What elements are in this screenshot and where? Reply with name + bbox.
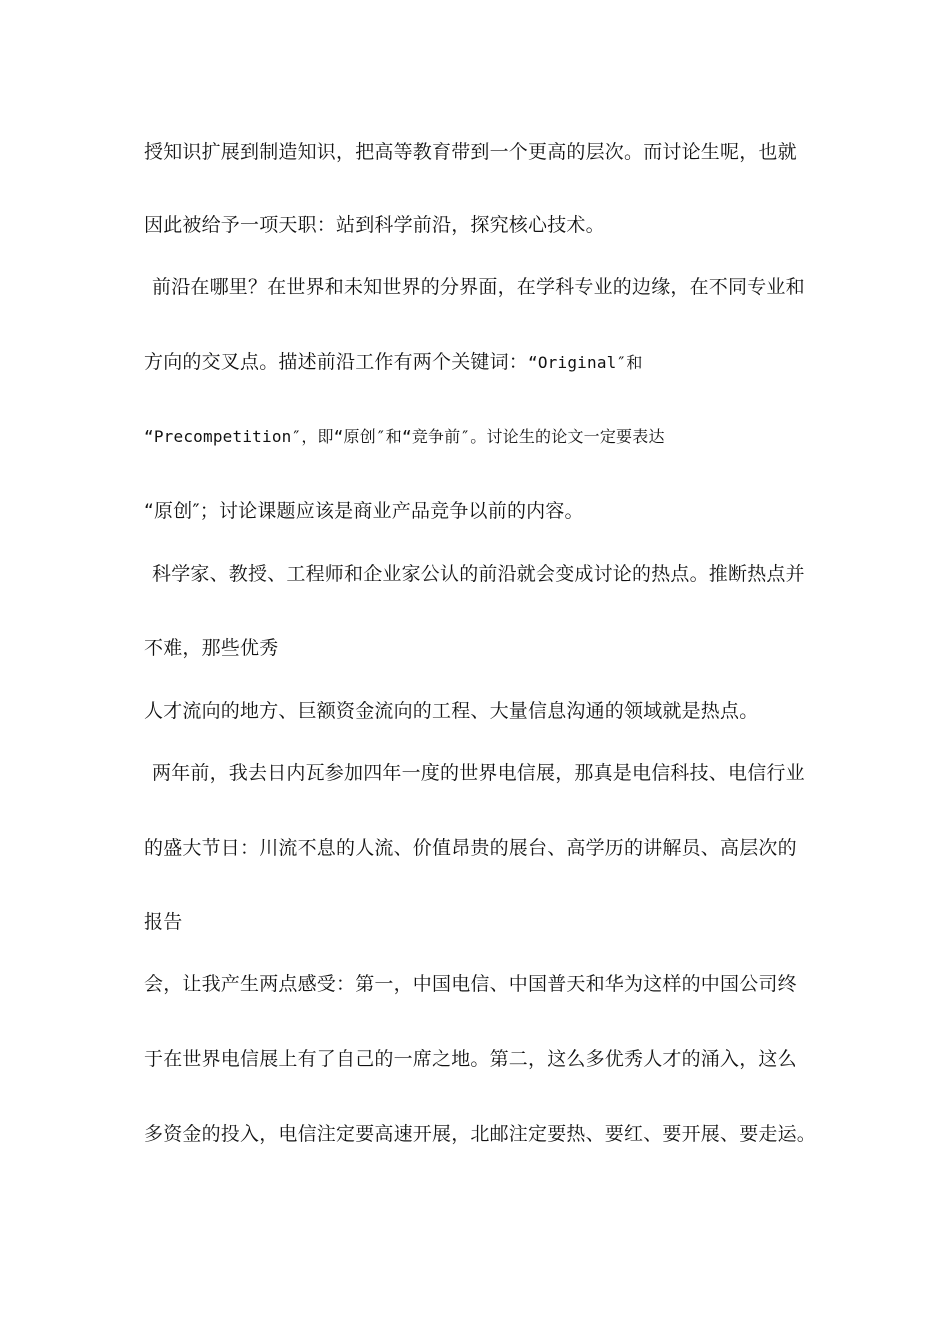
text-line-6: “原创″；讨论课题应该是商业产品竞争以前的内容。 <box>144 500 584 522</box>
text-line-4 <box>144 350 824 375</box>
text-line-13: 会，让我产生两点感受：第一，中国电信、中国普天和华为这样的中国公司终 <box>144 973 797 995</box>
text-line-12: 报告 <box>144 911 183 933</box>
text-line-5-text: “Precompetition″，即“原创″和“竞争前″。讨论生的论文一定要表达 <box>144 427 665 446</box>
text-line-2: 因此被给予一项天职：站到科学前沿，探究核心技术。 <box>144 214 605 236</box>
text-line-5 <box>144 424 824 449</box>
text-line-8: 不难，那些优秀 <box>144 637 279 659</box>
text-line-11: 的盛大节日：川流不息的人流、价值昂贵的展台、高学历的讲解员、高层次的 <box>144 837 797 859</box>
text-line-14: 于在世界电信展上有了自己的一席之地。第二，这么多优秀人才的涌入，这么 <box>144 1048 797 1070</box>
text-line-3: 前沿在哪里？在世界和未知世界的分界面，在学科专业的边缘，在不同专业和 <box>152 276 805 298</box>
text-line-4-main: 方向的交叉点。描述前沿工作有两个关键词： <box>144 351 529 373</box>
text-line-10: 两年前，我去日内瓦参加四年一度的世界电信展，那真是电信科技、电信行业 <box>152 762 805 784</box>
text-line-7: 科学家、教授、工程师和企业家公认的前沿就会变成讨论的热点。推断热点并 <box>152 563 805 585</box>
text-line-1: 授知识扩展到制造知识，把高等教育带到一个更高的层次。而讨论生呢，也就 <box>144 141 797 163</box>
text-line-9: 人才流向的地方、巨额资金流向的工程、大量信息沟通的领域就是热点。 <box>144 700 759 722</box>
text-line-4-keyword: “Original″和 <box>528 353 643 372</box>
text-line-15: 多资金的投入，电信注定要高速开展，北邮注定要热、要红、要开展、要走运。 <box>144 1123 817 1145</box>
